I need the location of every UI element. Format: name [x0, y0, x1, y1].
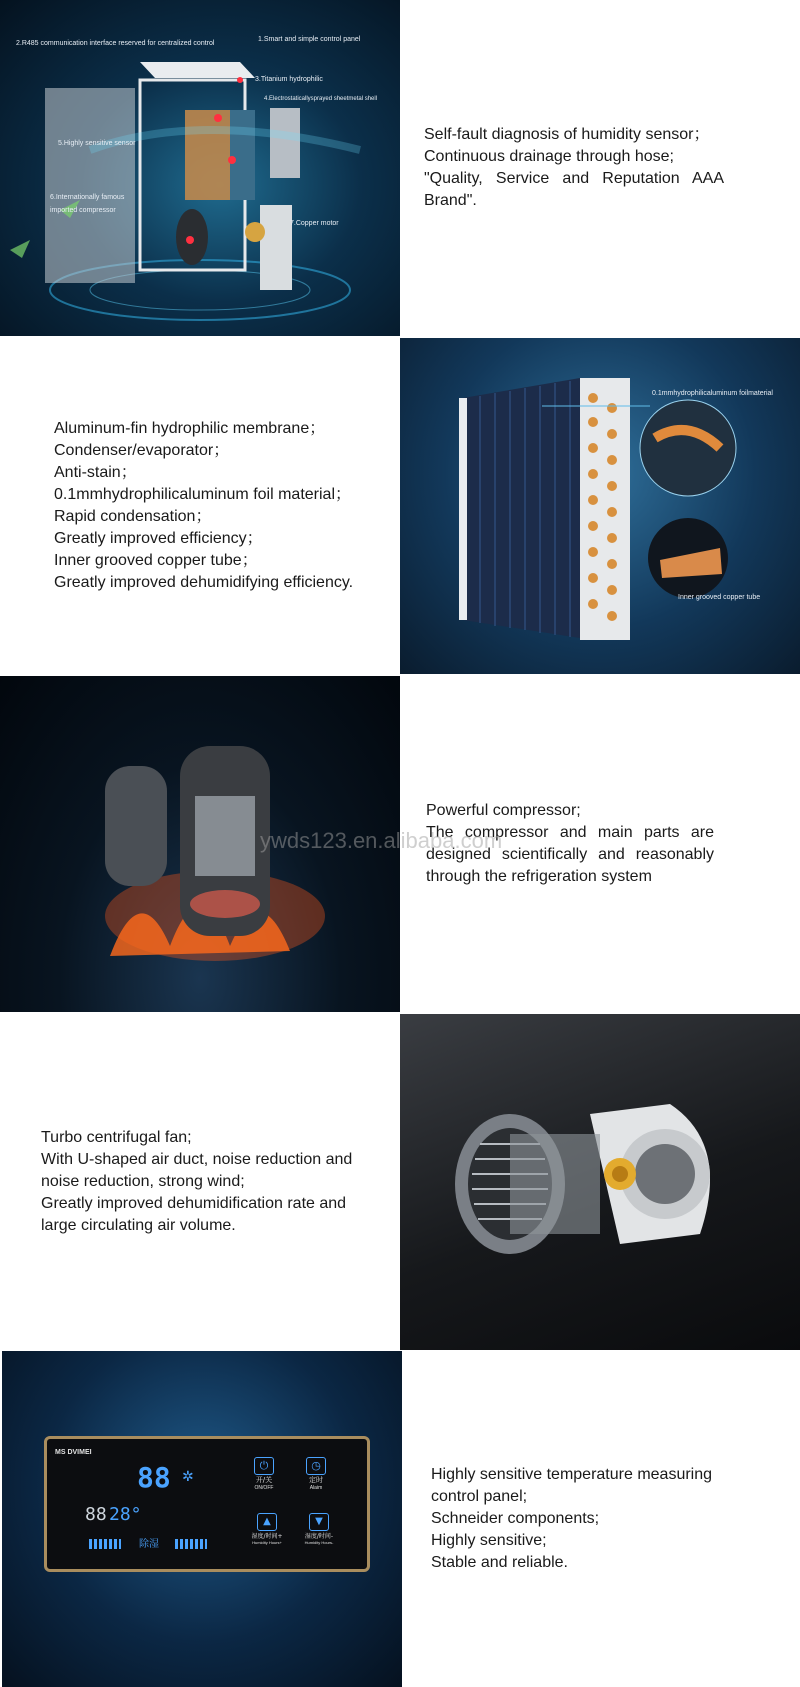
text-line: Inner grooved copper tube；	[54, 552, 258, 569]
label-compressor-2: imported compressor	[50, 207, 116, 214]
label-shell: 4.Electrostaticallysprayed sheetmetal shell	[264, 96, 378, 102]
power-label-cn: 开/关	[255, 1476, 273, 1484]
dehumidifier-exploded-image	[0, 0, 400, 336]
panel-brand: MS DVIMEI	[55, 1449, 92, 1456]
text-line: Rapid condensation；	[54, 508, 212, 525]
signal-bars	[89, 1539, 121, 1549]
up-label-en: Humidity Hours+	[252, 1540, 282, 1545]
label-compressor-1: 6.Internationally famous	[50, 194, 125, 201]
text-line: Continuous drainage through hose;	[424, 148, 674, 165]
label-titanium: 3.Titanium hydrophilic	[255, 76, 323, 83]
control-panel-device	[44, 1436, 370, 1572]
fan-image	[400, 1014, 800, 1350]
power-button[interactable]	[242, 1457, 286, 1495]
label-r485: 2.R485 communication interface reserved for centralized control	[16, 40, 215, 47]
watermark: ywds123.en.alibaba.com	[260, 828, 503, 853]
fan-icon: ✲	[182, 1469, 194, 1485]
text-line: Powerful compressor;	[426, 802, 581, 819]
feature-row-2	[0, 338, 800, 674]
timer-button[interactable]	[294, 1457, 338, 1495]
down-label-en: Humidity Hours-	[304, 1540, 334, 1545]
label-sensor: 5.Highly sensitive sensor	[58, 140, 136, 147]
label-foil: 0.1mmhydrophilicaluminum foilmaterial	[652, 390, 773, 397]
up-label-cn: 湿度/时间+	[251, 1533, 283, 1540]
text-line: Anti-stain；	[54, 464, 137, 481]
text-line: Aluminum-fin hydrophilic membrane；	[54, 420, 326, 437]
text-line: Highly sensitive;	[431, 1532, 547, 1549]
feature-text-2	[0, 338, 400, 674]
text-line: The compressor and main parts are designed scientifically and reasonably through the refrigeration system	[426, 824, 714, 885]
panel-dehumid-label: 除湿	[139, 1539, 159, 1550]
panel-display-small-left: 88	[85, 1504, 107, 1525]
feature-text-5	[402, 1351, 800, 1687]
label-control-panel: 1.Smart and simple control panel	[258, 36, 361, 43]
dehumidifier-exploded-graphic	[0, 0, 400, 336]
condenser-image	[400, 338, 800, 674]
control-panel-image	[2, 1351, 402, 1687]
text-line: Turbo centrifugal fan;	[41, 1129, 192, 1146]
condenser-graphic	[400, 338, 800, 674]
power-label-en: ON/OFF	[254, 1485, 274, 1491]
humidity-up-button[interactable]	[242, 1513, 292, 1553]
signal-bars	[175, 1539, 207, 1549]
text-line: Stable and reliable.	[431, 1554, 568, 1571]
text-line: Greatly improved dehumidification rate and large circulating air volume.	[41, 1195, 347, 1234]
down-label-cn: 湿度/时间-	[304, 1533, 334, 1540]
timer-label-en: Alaim	[309, 1485, 323, 1491]
feature-row-5	[0, 1351, 800, 1687]
text-line: Schneider components;	[431, 1510, 600, 1527]
label-copper-tube: Inner grooved copper tube	[678, 594, 761, 601]
text-line: Condenser/evaporator；	[54, 442, 230, 459]
feature-row-4	[0, 1014, 800, 1350]
feature-row-1	[0, 0, 800, 336]
timer-label-cn: 定时	[309, 1476, 323, 1484]
label-copper-motor: 7.Copper motor	[290, 220, 339, 227]
text-line: Highly sensitive temperature measuring control panel;	[431, 1466, 713, 1505]
feature-text-4	[0, 1014, 400, 1350]
feature-text-1	[400, 0, 800, 336]
text-line: With U-shaped air duct, noise reduction and noise reduction, strong wind;	[41, 1151, 353, 1190]
clock-icon: ◷	[306, 1457, 326, 1475]
humidity-down-button[interactable]	[294, 1513, 344, 1553]
text-line: Self-fault diagnosis of humidity sensor；	[424, 126, 710, 143]
text-line: Greatly improved efficiency；	[54, 530, 263, 547]
fan-graphic	[400, 1014, 800, 1350]
arrow-down-icon: ▼	[309, 1513, 329, 1531]
text-line: Greatly improved dehumidifying efficiency.	[54, 574, 354, 591]
panel-display-small-right: 28°	[109, 1504, 142, 1525]
panel-display-big: 88	[137, 1461, 171, 1494]
text-line: "Quality, Service and Reputation AAA Brand".	[424, 170, 724, 209]
arrow-up-icon: ▲	[257, 1513, 277, 1531]
text-line: 0.1mmhydrophilicaluminum foil material；	[54, 486, 351, 503]
power-icon: ⏻	[254, 1457, 274, 1475]
